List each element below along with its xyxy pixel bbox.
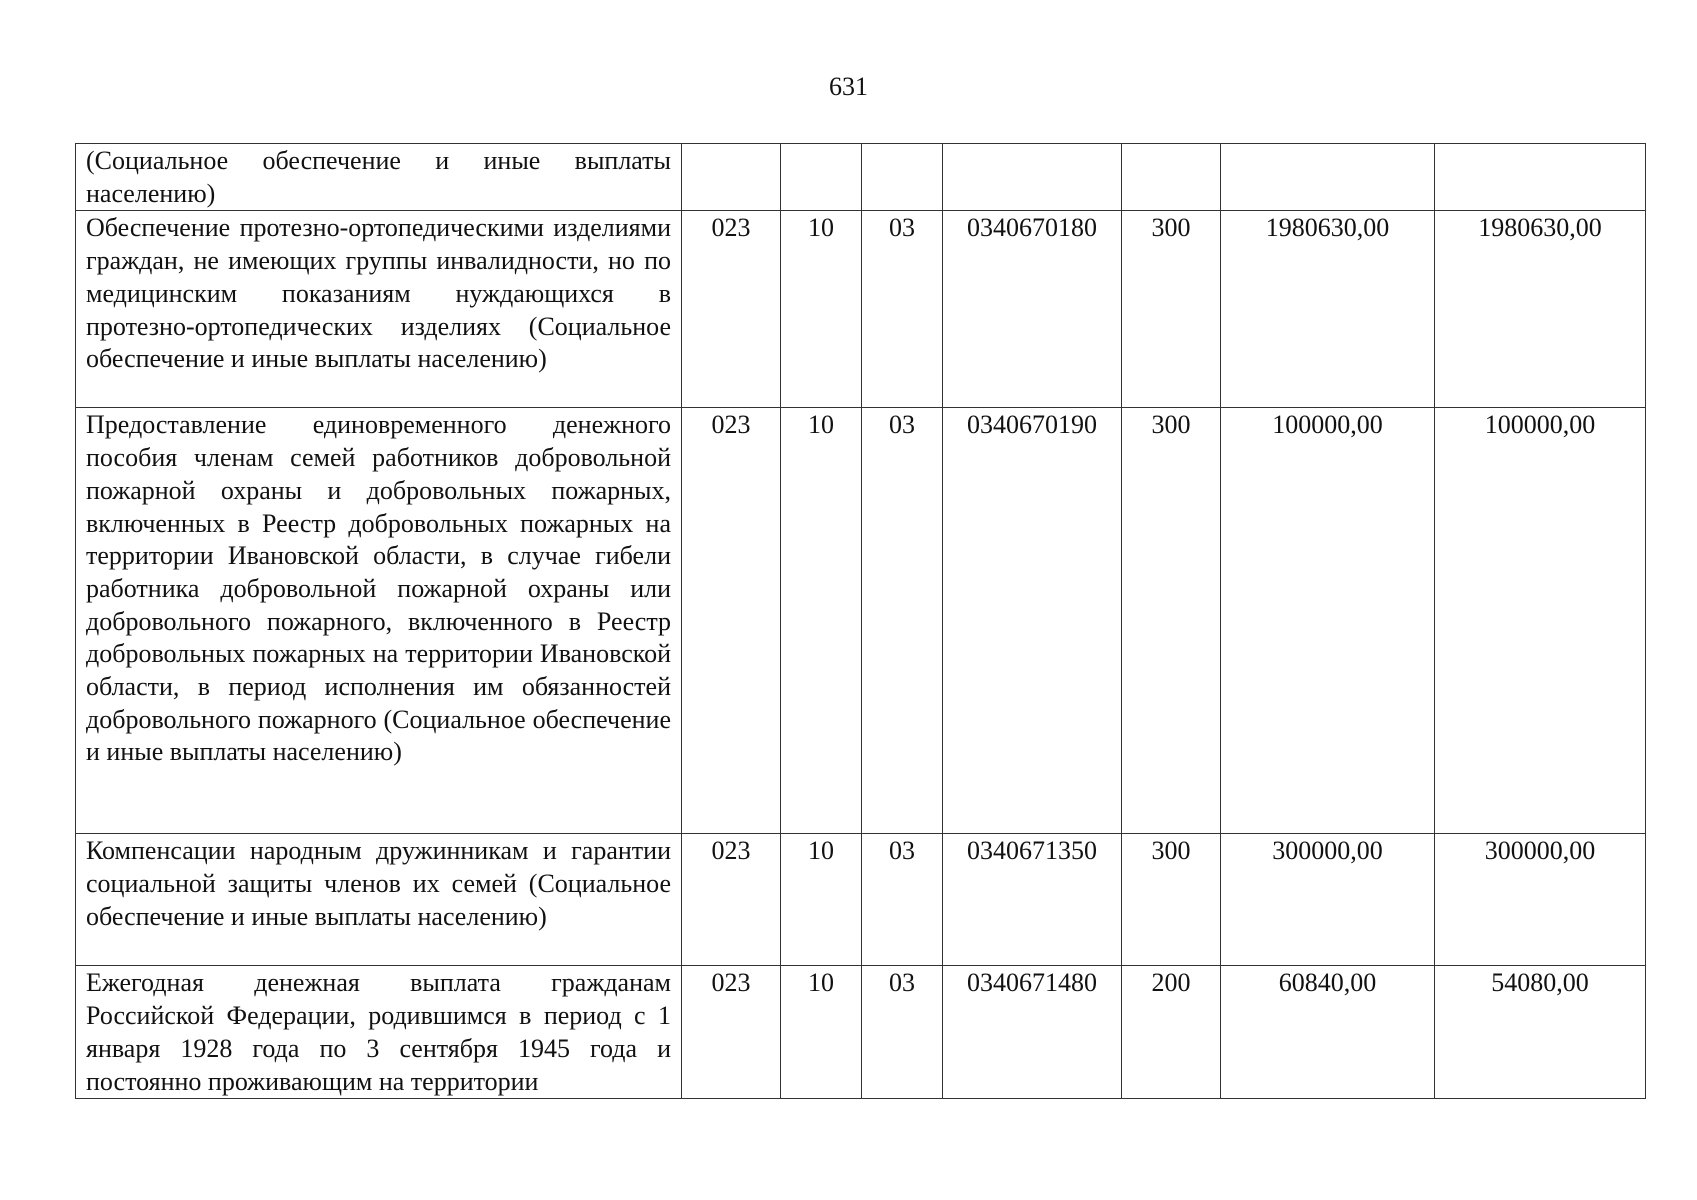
ministry-code (682, 144, 781, 211)
target-article-code: 0340670180 (943, 211, 1122, 408)
section-code: 10 (781, 834, 862, 966)
expense-type-code: 300 (1122, 408, 1221, 834)
subsection-code: 03 (862, 834, 943, 966)
section-code: 10 (781, 408, 862, 834)
amount-first-year: 60840,00 (1221, 966, 1435, 1099)
ministry-code: 023 (682, 408, 781, 834)
subsection-code: 03 (862, 211, 943, 408)
budget-table (75, 143, 1646, 1099)
amount-first-year (1221, 144, 1435, 211)
target-article-code: 0340670190 (943, 408, 1122, 834)
table-row (76, 211, 1646, 408)
target-article-code: 0340671480 (943, 966, 1122, 1099)
row-description: Ежегодная денежная выплата гражданам Российской Федерации, родившимся в период с 1 января 1928 года по 3 сентября 1945 года и постоянно проживающим на территории (76, 966, 682, 1099)
section-code: 10 (781, 966, 862, 1099)
expense-type-code (1122, 144, 1221, 211)
ministry-code: 023 (682, 834, 781, 966)
amount-second-year: 100000,00 (1435, 408, 1646, 834)
section-code: 10 (781, 211, 862, 408)
table-row (76, 834, 1646, 966)
table-row (76, 408, 1646, 834)
amount-second-year: 54080,00 (1435, 966, 1646, 1099)
amount-first-year: 100000,00 (1221, 408, 1435, 834)
amount-second-year (1435, 144, 1646, 211)
section-code (781, 144, 862, 211)
table-row (76, 966, 1646, 1099)
expense-type-code: 300 (1122, 211, 1221, 408)
subsection-code: 03 (862, 966, 943, 1099)
amount-first-year: 1980630,00 (1221, 211, 1435, 408)
expense-type-code: 300 (1122, 834, 1221, 966)
row-description: Компенсации народным дружинникам и гарантии социальной защиты членов их семей (Социальное обеспечение и иные выплаты населению) (76, 834, 682, 966)
amount-first-year: 300000,00 (1221, 834, 1435, 966)
ministry-code: 023 (682, 966, 781, 1099)
target-article-code: 0340671350 (943, 834, 1122, 966)
target-article-code (943, 144, 1122, 211)
subsection-code: 03 (862, 408, 943, 834)
amount-second-year: 1980630,00 (1435, 211, 1646, 408)
row-description: Предоставление единовременного денежного пособия членам семей работников добровольной пожарной охраны и добровольных пожарных, включенных в Реестр добровольных пожарных на территории Ивановской области, в случае гибели работника добровольной пожарной охраны или добровольного пожарного, включенного в Реестр добровольных пожарных на территории Ивановской области, в период исполнения им обязанностей добровольного пожарного (Социальное обеспечение и иные выплаты населению) (76, 408, 682, 834)
row-description: Обеспечение протезно-ортопедическими изделиями граждан, не имеющих группы инвалидности, но по медицинским показаниям нуждающихся в протезно-ортопедических изделиях (Социальное обеспечение и иные выплаты населению) (76, 211, 682, 408)
table-row (76, 144, 1646, 211)
subsection-code (862, 144, 943, 211)
amount-second-year: 300000,00 (1435, 834, 1646, 966)
page-number: 631 (829, 72, 868, 101)
ministry-code: 023 (682, 211, 781, 408)
row-description: (Социальное обеспечение и иные выплаты населению) (76, 144, 682, 211)
expense-type-code: 200 (1122, 966, 1221, 1099)
